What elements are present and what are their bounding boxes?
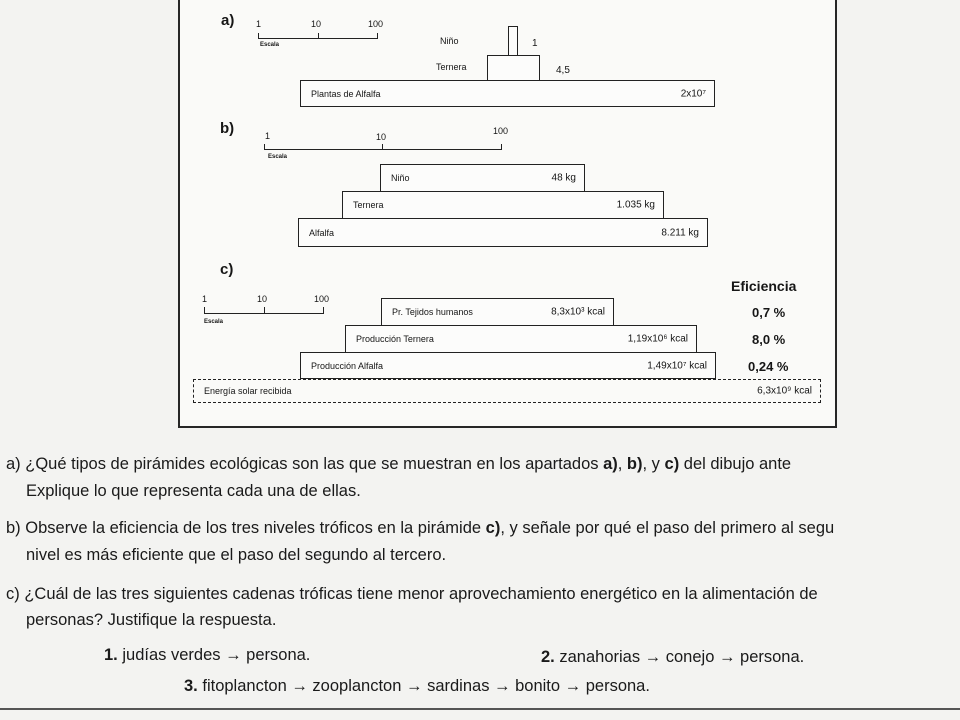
scale-b-tick (382, 144, 383, 150)
chain-3-text: fitoplancton → zooplancton → sardinas → bonito → persona. (202, 677, 650, 695)
pyramid-c-alfalfa-label: Producción Alfalfa (311, 360, 384, 371)
question-a-ref-b: b) (626, 455, 643, 473)
section-c-label: c) (220, 261, 234, 278)
scale-c-tick (264, 307, 265, 313)
pyramid-a-nino-label: Niño (440, 36, 459, 46)
chain-1-number: 1. (104, 646, 118, 664)
pyramid-a-nino-value: 1 (532, 38, 538, 49)
scale-a-10: 10 (311, 19, 322, 29)
pyramid-a-ternera-label: Ternera (436, 62, 467, 72)
question-a-ref-c: c) (664, 455, 680, 473)
pyramid-c-ternera-label: Producción Ternera (356, 334, 434, 344)
chain-2-text: zanahorias → conejo → persona. (559, 648, 805, 666)
pyramid-a-plantas-label: Plantas de Alfalfa (311, 88, 381, 99)
pyramid-c-alfalfa-box (300, 352, 716, 379)
pyramid-b-alfalfa-value: 8.211 kg (661, 227, 699, 238)
pyramid-c-solar-value: 6,3x10⁹ kcal (757, 385, 812, 397)
scale-b-1: 1 (265, 131, 271, 141)
scale-c-1: 1 (202, 294, 208, 304)
scale-a-caption: Escala (260, 42, 280, 48)
question-b-suffix: , y señale por qué el paso del primero al segu (500, 519, 835, 537)
chain-1 (104, 646, 310, 665)
scale-a-tick (318, 33, 319, 39)
question-a-sep2: , y (642, 455, 665, 473)
question-c: c) ¿Cuál de las tres siguientes cadenas tróficas tiene menor aprovechamiento energético en la alimentación de (6, 585, 818, 603)
pyramid-c-alfalfa-value: 1,49x10⁷ kcal (647, 360, 707, 371)
question-b (6, 516, 834, 540)
question-b-prefix: b) Observe la eficiencia de los tres niveles tróficos en la pirámide (6, 519, 486, 537)
pyramid-a-plantas-value: 2x10⁷ (680, 88, 706, 99)
question-a-suffix: del dibujo ante (679, 455, 792, 473)
pyramid-b-ternera-box (342, 191, 664, 219)
pyramid-a-plantas-box (300, 80, 715, 107)
pyramid-c-humanos-box (381, 298, 614, 326)
pyramid-c-humanos-value: 8,3x10³ kcal (551, 306, 605, 318)
pyramid-b-nino-label: Niño (391, 173, 410, 183)
trophic-pyramids-figure (178, 0, 837, 428)
scale-a-100: 100 (368, 19, 384, 29)
pyramid-b-ternera-label: Ternera (353, 200, 384, 210)
scale-c-line (204, 313, 324, 314)
scale-c-tick (323, 307, 324, 313)
efficiency-humanos: 0,7 % (752, 305, 786, 320)
scale-b-100: 100 (493, 126, 509, 136)
page-bottom-rule (0, 708, 960, 710)
pyramid-c-solar-label: Energía solar recibida (204, 386, 292, 396)
efficiency-alfalfa: 0,24 % (748, 359, 789, 374)
scale-c-tick (204, 307, 205, 313)
chain-3-number: 3. (184, 677, 198, 695)
efficiency-title: Eficiencia (731, 278, 797, 294)
scale-c-caption: Escala (204, 319, 224, 325)
scale-b-tick (264, 144, 265, 150)
question-c-line2: personas? Justifique la respuesta. (26, 611, 277, 629)
pyramid-b-nino-value: 48 kg (551, 172, 576, 184)
pyramid-b-alfalfa-label: Alfalfa (309, 227, 335, 238)
pyramid-c-humanos-label: Pr. Tejidos humanos (392, 307, 473, 317)
scale-b-10: 10 (376, 132, 387, 142)
pyramid-c-solar-box (193, 379, 821, 403)
question-b-line2: nivel es más eficiente que el paso del segundo al tercero. (26, 546, 447, 564)
scale-a-tick (258, 33, 259, 39)
scale-b-caption: Escala (268, 154, 288, 160)
pyramid-a-ternera-value: 4,5 (556, 65, 570, 76)
scale-a-tick (377, 33, 378, 39)
chain-2-number: 2. (541, 648, 555, 666)
efficiency-ternera: 8,0 % (752, 332, 786, 347)
section-a-label: a) (221, 12, 235, 29)
pyramid-a-ternera-box (487, 55, 540, 81)
scale-b-tick (501, 144, 502, 150)
chain-2 (541, 648, 804, 667)
question-b-ref-c: c) (485, 519, 501, 537)
pyramid-b-nino-box (380, 164, 585, 192)
pyramid-b-alfalfa-box (298, 218, 708, 247)
question-a-line2: Explique lo que representa cada una de ellas. (26, 482, 361, 500)
pyramid-c-ternera-box (345, 325, 697, 353)
scale-c-10: 10 (257, 294, 268, 304)
scale-b-line (264, 149, 502, 150)
question-a-ref-a: a) (603, 455, 618, 473)
question-a-sep1: , (617, 455, 627, 473)
pyramid-a-nino-box (508, 26, 518, 56)
chain-3 (184, 677, 650, 696)
question-a-prefix: a) ¿Qué tipos de pirámides ecológicas son las que se muestran en los apartados (6, 455, 604, 473)
question-a (6, 452, 791, 476)
pyramid-c-ternera-value: 1,19x10⁶ kcal (627, 333, 688, 345)
scale-a-1: 1 (256, 19, 262, 29)
chain-1-text: judías verdes → persona. (122, 646, 311, 664)
scale-c-100: 100 (314, 294, 330, 304)
section-b-label: b) (220, 120, 235, 137)
pyramid-b-ternera-value: 1.035 kg (616, 199, 655, 211)
